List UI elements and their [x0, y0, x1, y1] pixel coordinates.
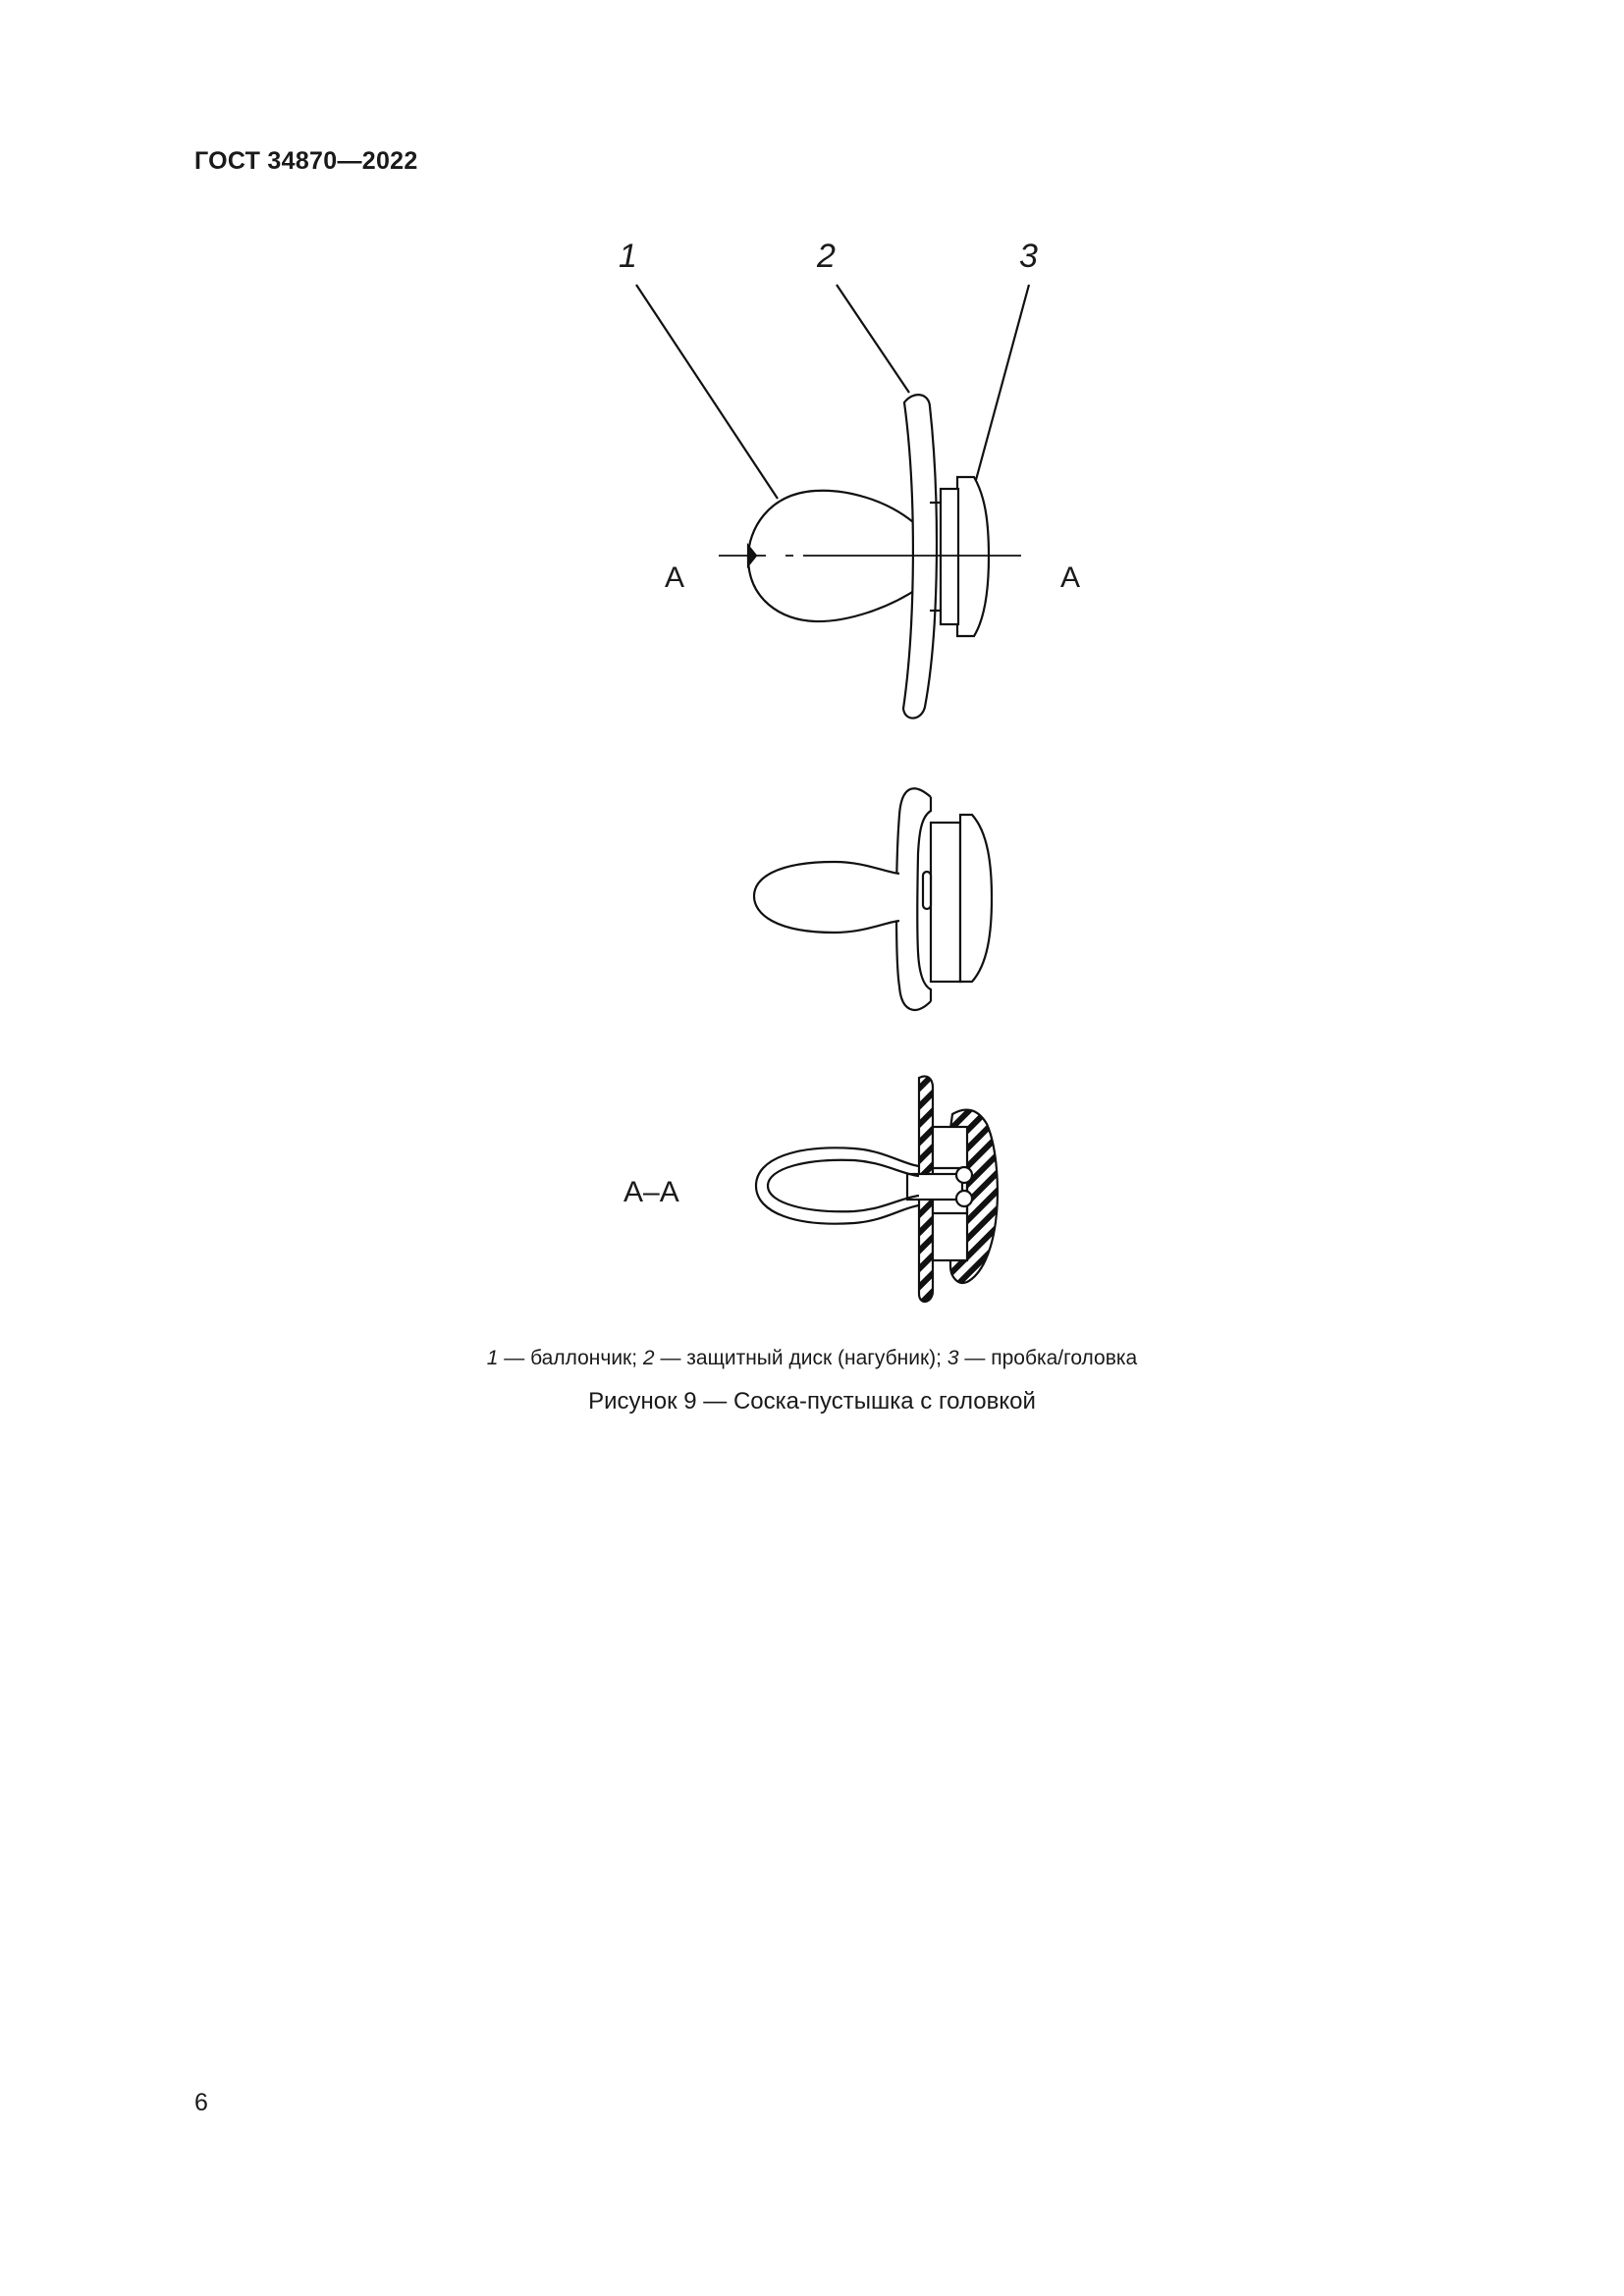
document-header: ГОСТ 34870—2022 — [194, 147, 418, 175]
cap-head — [957, 477, 989, 636]
leader-line-2 — [837, 285, 909, 393]
page-number: 6 — [194, 2089, 208, 2116]
figure-legend — [0, 1347, 1624, 1370]
legend-text-1: — баллончик; — [498, 1347, 643, 1369]
legend-num-2: 2 — [642, 1347, 655, 1369]
cap-collar — [941, 489, 958, 624]
callout-2: 2 — [817, 238, 836, 275]
legend-text-2: — защитный диск (нагубник); — [654, 1347, 947, 1369]
section-label: А–А — [623, 1176, 679, 1208]
side-view — [636, 285, 1029, 719]
top-view — [754, 788, 992, 1010]
vent-slot — [923, 872, 931, 909]
section-mark-right: А — [1060, 561, 1081, 594]
legend-num-1: 1 — [486, 1347, 499, 1369]
leader-line-3 — [973, 285, 1029, 491]
callout-3: 3 — [1019, 238, 1038, 275]
guard-plate — [931, 823, 960, 982]
legend-text-3: — пробка/головка — [958, 1347, 1138, 1369]
callout-1: 1 — [619, 238, 637, 275]
section-nipple-inner — [768, 1160, 919, 1212]
top-cap — [960, 815, 992, 982]
section-mark-left: А — [665, 561, 685, 594]
section-view — [756, 1076, 998, 1302]
legend-num-3: 3 — [947, 1347, 959, 1369]
top-nipple — [754, 862, 899, 933]
leader-line-1 — [636, 285, 778, 499]
figure-caption: Рисунок 9 — Соска-пустышка с головкой — [588, 1388, 1036, 1415]
